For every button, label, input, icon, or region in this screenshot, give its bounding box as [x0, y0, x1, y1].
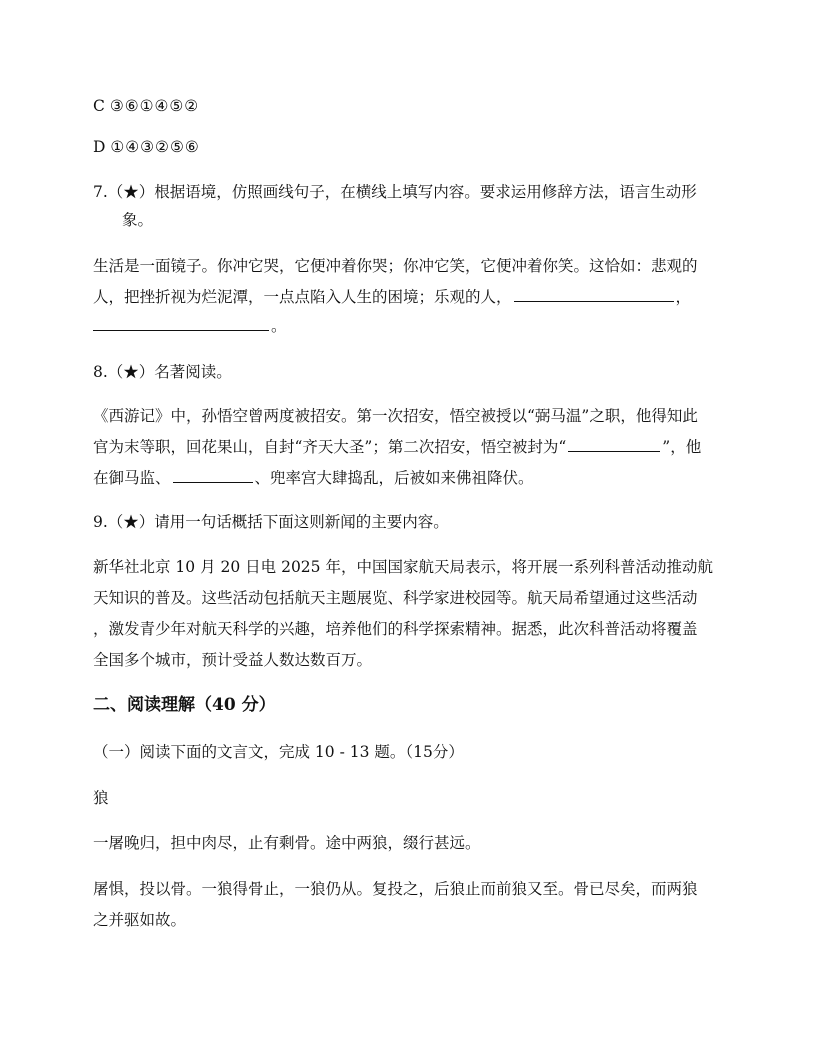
q9-line1: 新华社北京 10 月 20 日电 2025 年，中国国家航天局表示，将开展一系列科普活动推动航 — [93, 558, 713, 576]
q7-passage-line1: 生活是一面镜子。你冲它哭，它便冲着你哭；你冲它笑，它便冲着你笑。这恰如：悲观的 — [93, 257, 698, 275]
q9-line4: 全国多个城市，预计受益人数达数百万。 — [93, 651, 373, 669]
passage-para2-line2: 之并驱如故。 — [93, 911, 187, 929]
option-c — [93, 96, 733, 116]
passage-title: 狼 — [93, 789, 109, 807]
option-c-label: C — [93, 97, 105, 115]
q9-line2: 天知识的普及。这些活动包括航天主题展览、科学家进校园等。航天局希望通过这些活动 — [93, 589, 698, 607]
option-d-sequence: ①④③②⑤⑥ — [110, 138, 200, 156]
section2-sub1: （一）阅读下面的文言文，完成 10 - 13 题。（15分） — [93, 743, 464, 761]
q7-answer-blank-1[interactable] — [514, 287, 674, 302]
q7-title-line2: 象。 — [122, 211, 154, 229]
q7-title-line1: 7.（★）根据语境，仿照画线句子，在横线上填写内容。要求运用修辞方法，语言生动形 — [93, 183, 697, 201]
q8-line2 — [93, 437, 733, 457]
q8-answer-blank-2[interactable] — [173, 468, 253, 483]
q8-title: 8.（★）名著阅读。 — [93, 363, 232, 381]
q7-passage-line3-end: 。 — [271, 317, 287, 335]
q9-title: 9.（★）请用一句话概括下面这则新闻的主要内容。 — [93, 513, 449, 531]
q7-passage-line2 — [93, 287, 733, 307]
q7-passage-line2-end: ， — [675, 288, 692, 306]
passage-para2-line1: 屠惧，投以骨。一狼得骨止，一狼仍从。复投之，后狼止而前狼又至。骨已尽矣，而两狼 — [93, 880, 698, 898]
section2-heading: 二、阅读理解（40 分） — [93, 695, 276, 715]
q8-line3-end: 、兜率宫大肆捣乱，后被如来佛祖降伏。 — [254, 469, 534, 487]
q8-line3-text: 在御马监、 — [93, 469, 171, 487]
passage-para1: 一屠晚归，担中肉尽，止有剩骨。途中两狼，缀行甚远。 — [93, 834, 481, 852]
option-d-label: D — [93, 138, 106, 156]
q8-line2-end: ”，他 — [662, 438, 702, 456]
q7-passage-line2-text: 人，把挫折视为烂泥潭，一点点陷入人生的困境；乐观的人， — [93, 288, 512, 306]
q7-passage-line3 — [93, 316, 733, 336]
option-c-sequence: ③⑥①④⑤② — [109, 97, 200, 115]
q8-line3 — [93, 468, 733, 488]
q9-line3: ，激发青少年对航天科学的兴趣，培养他们的科学探索精神。据悉，此次科普活动将覆盖 — [93, 620, 698, 638]
q7-answer-blank-2[interactable] — [93, 316, 269, 331]
q8-line1: 《西游记》中，孙悟空曾两度被招安。第一次招安，悟空被授以“弼马温”之职，他得知此 — [93, 407, 698, 425]
option-d — [93, 137, 733, 157]
q8-answer-blank-1[interactable] — [568, 437, 660, 452]
q8-line2-text: 官为末等职，回花果山，自封“齐天大圣”；第二次招安，悟空被封为“ — [93, 438, 567, 456]
